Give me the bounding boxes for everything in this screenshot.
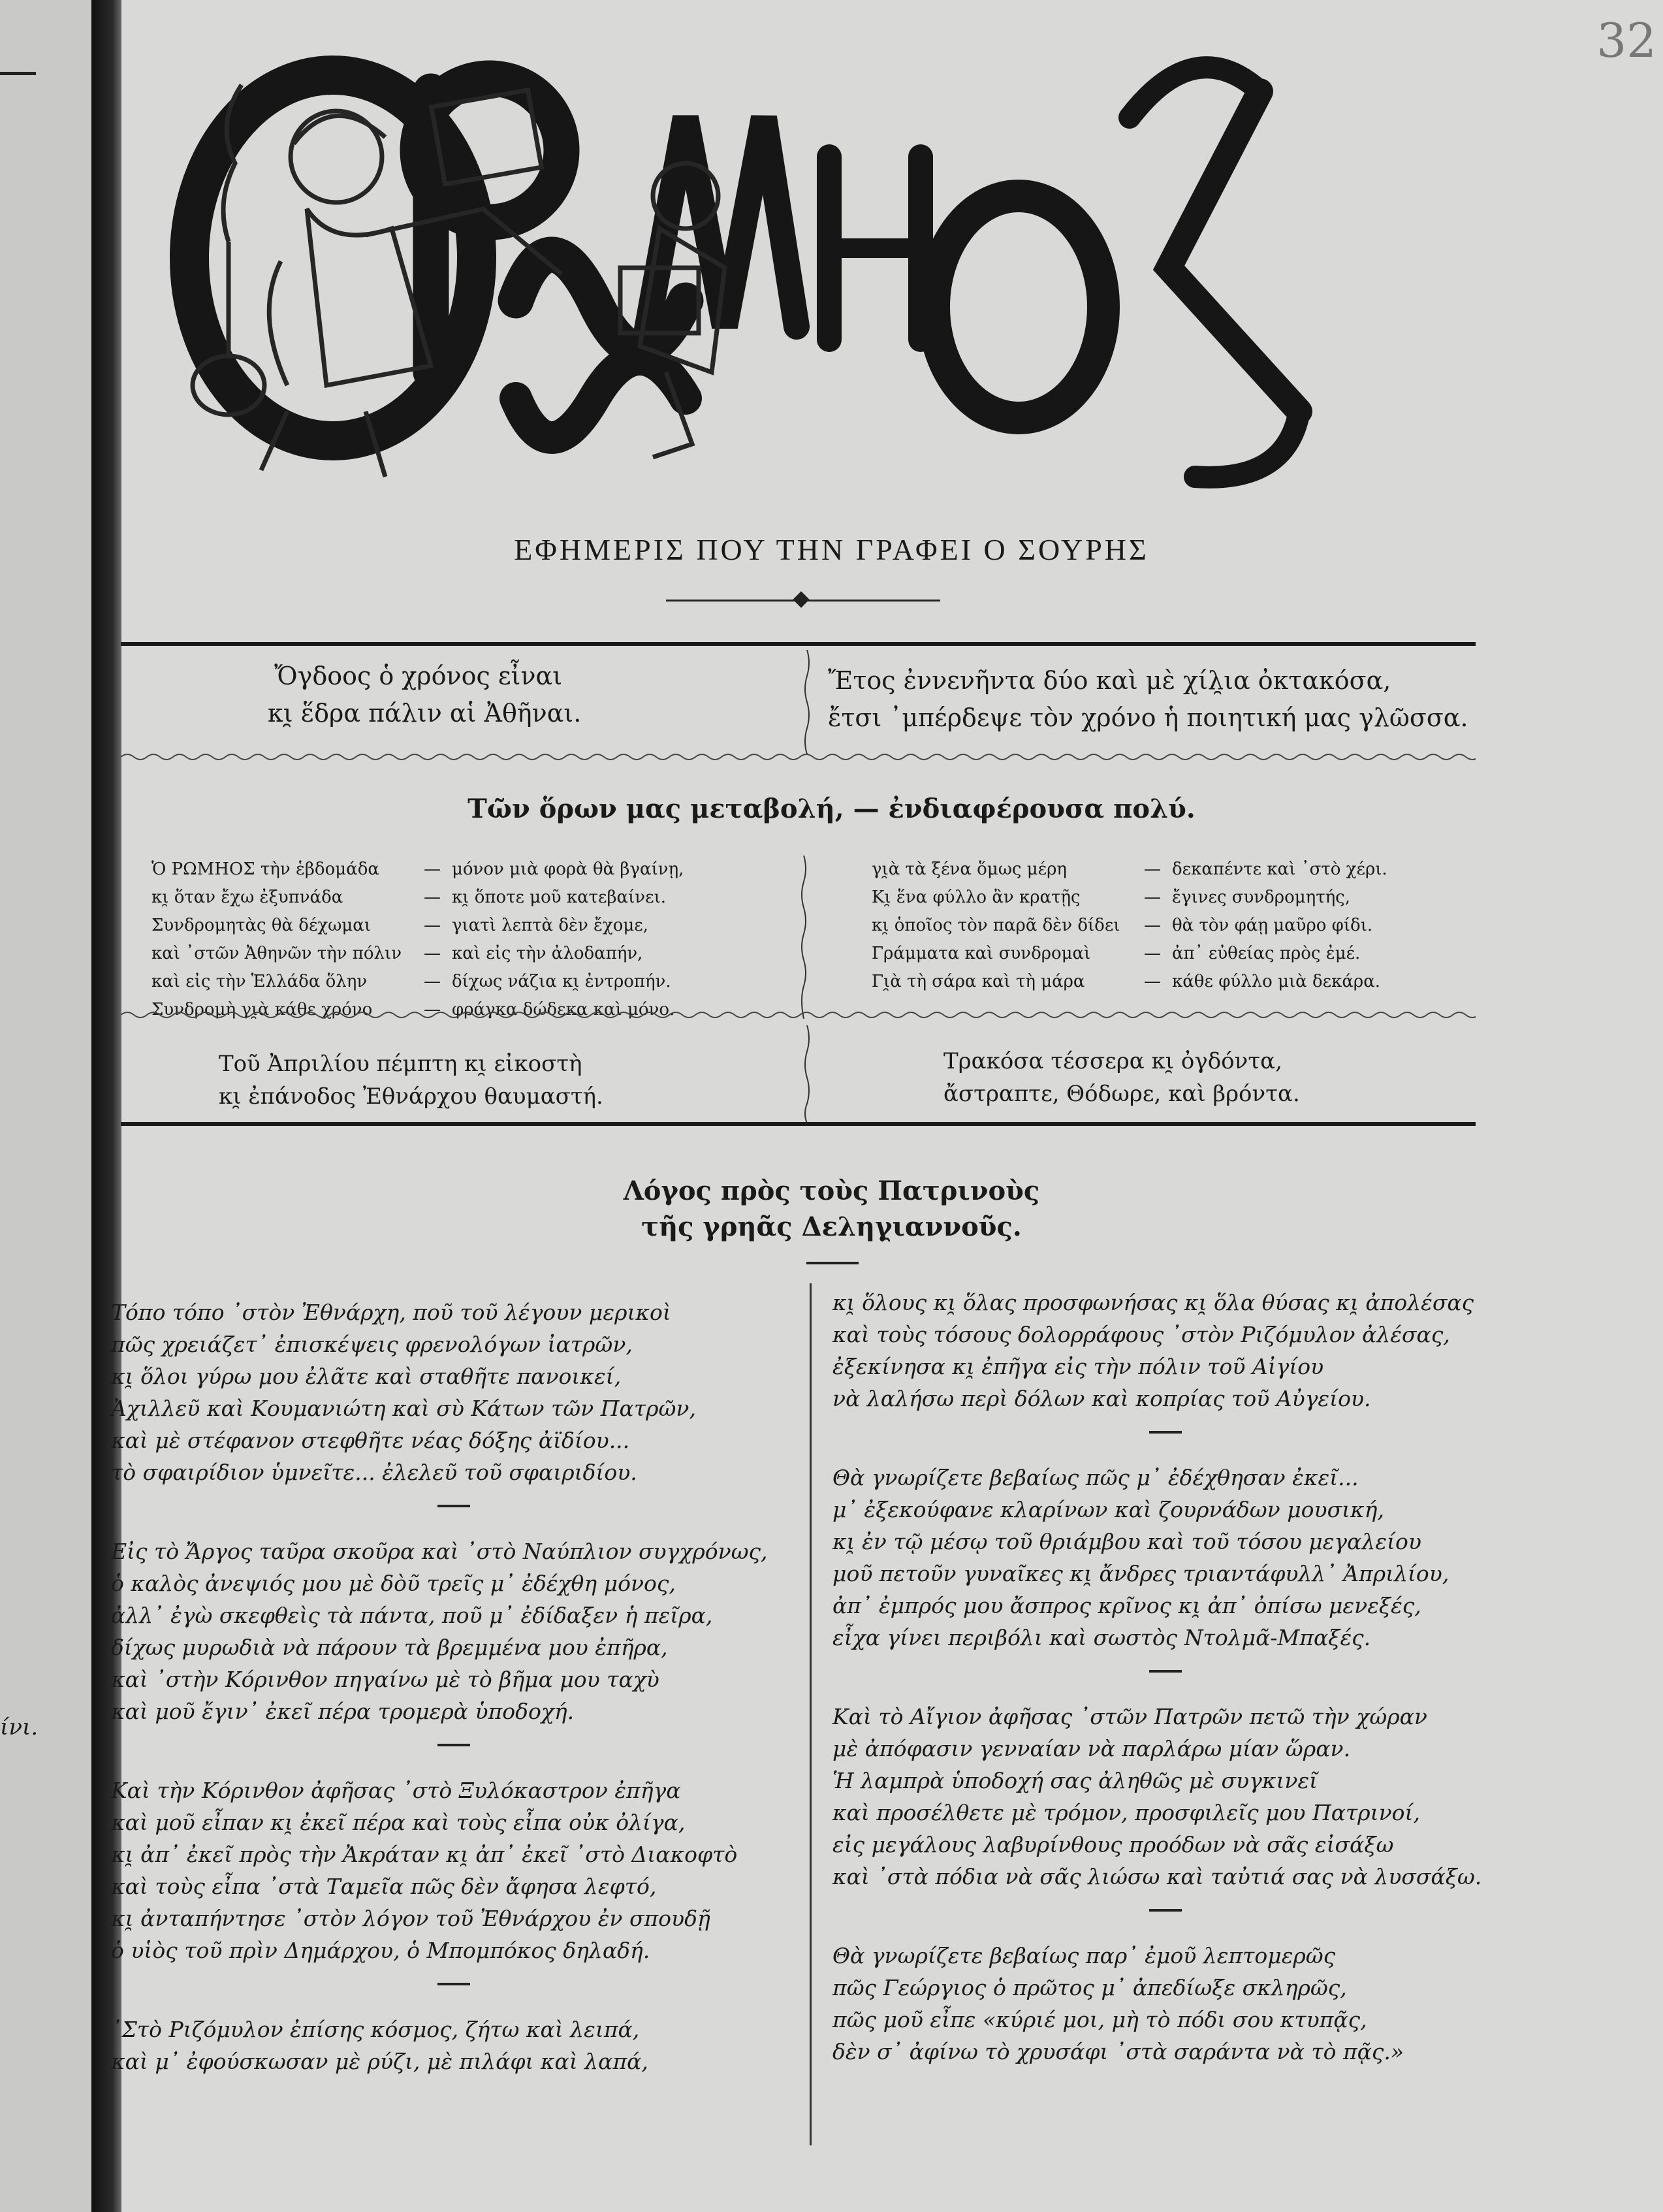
info-top-divider: [803, 650, 811, 754]
terms-left-term: Συνδρομὴ γι̯ὰ κάθε χρόνο: [151, 1000, 373, 1019]
terms-left-term: καὶ εἰς τὴν Ἑλλάδα ὅλην: [151, 972, 368, 991]
adjacent-page-strip: [0, 0, 91, 2212]
terms-left-row: [151, 856, 726, 884]
info-top-right-line-1: Ἔτος ἐννενῆντα δύο καὶ μὲ χίλ̯ια ὀκτακόσα,: [828, 666, 1391, 695]
article-right-line: κι̯ ἐν τῷ μέσῳ τοῦ θριάμβου καὶ τοῦ τόσου μεγαλείου: [832, 1529, 1421, 1554]
terms-right-row: [872, 968, 1446, 996]
article-right-line: νὰ λαλήσω περὶ δόλων καὶ κοπρίας τοῦ Αὐγείου.: [832, 1386, 1371, 1411]
info-bottom-left-line-1: Τοῦ Ἀπριλίου πέμπτη κι̯ εἰκοστὴ: [219, 1051, 582, 1077]
top-rule: [121, 642, 1476, 646]
terms-left-table: [151, 856, 726, 1024]
terms-left-row: [151, 940, 726, 968]
article-right-line: Ἡ λαμπρὰ ὑποδοχή σας ἀληθῶς μὲ συγκινεῖ: [832, 1768, 1318, 1793]
article-right-line: πῶς Γεώργιος ὁ πρῶτος μ᾿ ἀπεδίωξε σκληρῶς,: [832, 1975, 1347, 2000]
article-left-stanza-rule: [437, 1505, 470, 1507]
article-left-line: πῶς χρειάζετ᾿ ἐπισκέψεις φρενολόγων ἰατρῶν,: [111, 1332, 633, 1357]
article-left-line: Καὶ τὴν Κόρινθον ἀφῆσας ᾿στὸ Ξυλόκαστρον ἐπῆγα: [111, 1778, 681, 1803]
article-right-line: ἐξεκίνησα κι̯ ἐπῆγα εἰς τὴν πόλιν τοῦ Αἰγίου: [832, 1354, 1324, 1379]
article-left-stanza-rule: [437, 1983, 470, 1985]
article-right-line: μ᾿ ἐξεκούφανε κλαρίνων καὶ ζουρνάδων μουσική,: [832, 1497, 1384, 1522]
terms-left-term: κι̯ ὅταν ἔχω ἐξυπνάδα: [151, 888, 343, 907]
terms-right-term: Κι̯ ἕνα φύλλο ἂν κρατῇς: [872, 888, 1081, 907]
subtitle: ΕΦΗΜΕΡΙΣ ΠΟΥ ΤΗΝ ΓΡΑΦΕΙ Ο ΣΟΥΡΗΣ: [514, 533, 1149, 566]
article-left-line: καὶ μοῦ ἔγιν᾿ ἐκεῖ πέρα τρομερὰ ὑποδοχή.: [111, 1699, 575, 1724]
wavy-rule-1: [121, 751, 1476, 763]
terms-left-dash: —: [424, 1000, 441, 1019]
article-left-stanza-rule: [437, 1744, 470, 1746]
article-right-line: καὶ ᾿στὰ πόδια νὰ σᾶς λιώσω καὶ ταὐτιά σας νὰ λυσσάξω.: [832, 1864, 1482, 1889]
info-bottom-divider: [803, 1025, 811, 1123]
masthead-logo: [150, 20, 1482, 490]
terms-right-condition: δεκαπέντε καὶ ᾿στὸ χέρι.: [1172, 859, 1387, 879]
info-bottom-left-line-2: κι̯ ἐπάνοδος Ἐθνάρχου θαυμαστή.: [219, 1083, 603, 1110]
article-right-stanza-rule: [1149, 1431, 1182, 1434]
terms-left-row: [151, 884, 726, 912]
info-top-left-line-2: κι̯ ἕδρα πάλιν αἱ Ἀθῆναι.: [268, 699, 582, 728]
terms-right-condition: ἔγινες συνδρομητής,: [1172, 888, 1350, 907]
terms-heading: Τῶν ὅρων μας μεταβολή, — ἐνδιαφέρουσα πολύ.: [467, 793, 1196, 824]
article-right-line: κι̯ ὅλους κι̯ ὅλας προσφωνήσας κι̯ ὅλα θύσας κι̯ ἀπολέσας: [832, 1290, 1474, 1315]
terms-left-dash: —: [424, 916, 441, 935]
article-right-stanza-rule: [1149, 1670, 1182, 1673]
article-left-line: κι̯ ὅλοι γύρω μου ἐλᾶτε καὶ σταθῆτε πανοικεί,: [111, 1364, 622, 1389]
article-right-line: ἀπ᾿ ἐμπρός μου ἄσπρος κρῖνος κι̯ ἀπ᾿ ὀπίσω μενεξές,: [832, 1593, 1421, 1618]
info-bottom-right-line-2: ἄστραπτε, Θόδωρε, καὶ βρόντα.: [943, 1081, 1300, 1107]
article-left-line: Τόπο τόπο ᾿στὸν Ἐθνάρχη, ποῦ τοῦ λέγουν μερικοὶ: [111, 1300, 671, 1325]
terms-right-dash: —: [1144, 944, 1161, 963]
info-top-left-line-1: Ὄγδοος ὁ χρόνος εἶναι: [274, 662, 563, 690]
adjacent-page-rule: [0, 72, 36, 75]
terms-right-row: [872, 884, 1446, 912]
article-right-line: πῶς μοῦ εἶπε «κύριέ μοι, μὴ τὸ πόδι σου κτυπᾷς,: [832, 2007, 1367, 2032]
terms-right-term: Γι̯ὰ τὴ σάρα καὶ τὴ μάρα: [872, 972, 1085, 991]
terms-right-row: [872, 912, 1446, 940]
article-title-rule: [806, 1262, 859, 1264]
article-right-line: δὲν σ᾿ ἀφίνω τὸ χρυσάφι ᾿στὰ σαράντα νὰ τὸ πᾷς.»: [832, 2039, 1404, 2064]
article-right-line: καὶ τοὺς τόσους δολορράφους ᾿στὸν Ριζόμυλον ἀλέσας,: [832, 1322, 1450, 1347]
column-divider: [810, 1283, 812, 2145]
article-left-line: καὶ μοῦ εἶπαν κι̯ ἐκεῖ πέρα καὶ τοὺς εἶπα οὐκ ὀλίγα,: [111, 1810, 686, 1835]
terms-right-term: γι̯ὰ τὰ ξένα ὅμως μέρη: [872, 859, 1067, 879]
page-number: 32: [1596, 13, 1656, 68]
terms-right-row: [872, 856, 1446, 884]
terms-left-condition: κι̯ ὅποτε μοῦ κατεβαίνει.: [452, 888, 667, 907]
article-left-line: ἀλλ᾿ ἐγὼ σκεφθεὶς τὰ πάντα, ποῦ μ᾿ ἐδίδαξεν ἡ πεῖρα,: [111, 1603, 713, 1628]
terms-right-term: κι̯ ὁποῖος τὸν παρᾶ δὲν δίδει: [872, 916, 1120, 935]
article-right-line: μοῦ πετοῦν γυναῖκες κι̯ ἄνδρες τριαντάφυλλ᾿ Ἀπριλίου,: [832, 1561, 1449, 1586]
article-left-line: δίχως μυρωδιὰ νὰ πάρουν τὰ βρεμμένα μου ἐπῆρα,: [111, 1635, 668, 1660]
terms-right-term: Γράμματα καὶ συνδρομαὶ: [872, 944, 1091, 963]
terms-left-condition: φράγκα δώδεκα καὶ μόνο.: [452, 1000, 675, 1019]
terms-right-condition: κάθε φύλλο μιὰ δεκάρα.: [1172, 972, 1381, 991]
article-left-line: καὶ μ᾿ ἐφούσκωσαν μὲ ρύζι, μὲ πιλάφι καὶ λαπά,: [111, 2049, 648, 2074]
terms-left-dash: —: [424, 944, 441, 963]
article-right-line: Θὰ γνωρίζετε βεβαίως παρ᾿ ἐμοῦ λεπτομερῶς: [832, 1943, 1336, 1968]
terms-left-term: καὶ ᾿στῶν Ἀθηνῶν τὴν πόλιν: [151, 944, 402, 963]
terms-right-condition: θὰ τὸν φάῃ μαῦρο φίδι.: [1172, 916, 1373, 935]
masthead: [150, 20, 1482, 490]
article-left-line: κι̯ ἀπ᾿ ἐκεῖ πρὸς τὴν Ἀκράταν κι̯ ἀπ᾿ ἐκεῖ ᾿στὸ Διακοφτὸ: [111, 1842, 738, 1867]
article-right-line: Θὰ γνωρίζετε βεβαίως πῶς μ᾿ ἐδέχθησαν ἐκεῖ...: [832, 1465, 1359, 1490]
article-left-line: κι̯ ἀνταπήντησε ᾿στὸν λόγον τοῦ Ἐθνάρχου ἐν σπουδῇ: [111, 1906, 710, 1931]
article-title-line-1: Λόγος πρὸς τοὺς Πατρινοὺς: [623, 1176, 1040, 1206]
info-top-right-line-2: ἔτσι ᾿μπέρδεψε τὸν χρόνο ἡ ποιητική μας γλῶσσα.: [828, 703, 1468, 732]
terms-left-dash: —: [424, 859, 441, 879]
terms-right-dash: —: [1144, 859, 1161, 879]
terms-left-condition: δίχως νάζια κι̯ ἐντροπήν.: [452, 972, 671, 991]
article-left-line: τὸ σφαιρίδιον ὑμνεῖτε... ἐλελεῦ τοῦ σφαιριδίου.: [111, 1460, 637, 1485]
terms-left-row: [151, 968, 726, 996]
article-left-line: καὶ ᾿στὴν Κόρινθον πηγαίνω μὲ τὸ βῆμα μου ταχὺ: [111, 1667, 659, 1692]
terms-left-term: Συνδρομητὰς θὰ δέχωμαι: [151, 916, 372, 935]
article-left-line: Εἰς τὸ Ἄργος ταῦρα σκοῦρα καὶ ᾿στὸ Ναύπλιον συγχρόνως,: [111, 1539, 768, 1564]
terms-left-row: [151, 912, 726, 940]
article-left-line: Ἀχιλλεῦ καὶ Κουμανιώτη καὶ σὺ Κάτων τῶν Πατρῶν,: [111, 1396, 696, 1421]
article-right-line: μὲ ἀπόφασιν γενναίαν νὰ παρλάρω μίαν ὥραν.: [832, 1736, 1351, 1761]
terms-right-dash: —: [1144, 888, 1161, 907]
terms-left-dash: —: [424, 972, 441, 991]
article-left-line: καὶ τοὺς εἶπα ᾿στὰ Ταμεῖα πῶς δὲν ἄφησα λεφτό,: [111, 1874, 657, 1899]
article-left-line: ὁ υἱὸς τοῦ πρὶν Δημάρχου, ὁ Μπομπόκος δηλαδή.: [111, 1938, 650, 1963]
terms-left-condition: καὶ εἰς τὴν ἀλοδαπήν,: [452, 944, 643, 963]
terms-right-dash: —: [1144, 972, 1161, 991]
article-left-line: ὁ καλὸς ἀνεψιός μου μὲ δὸῦ τρεῖς μ᾿ ἐδέχθη μόνος,: [111, 1571, 676, 1596]
article-left-line: καὶ μὲ στέφανον στεφθῆτε νέας δόξης ἀϊδίου...: [111, 1428, 630, 1453]
article-right-line: εἰς μεγάλους λαβυρίνθους προόδων νὰ σᾶς εἰσάξω: [832, 1832, 1394, 1857]
terms-divider: [800, 856, 808, 1019]
terms-left-term: Ὁ ΡΩΜΗΟΣ τὴν ἑβδομάδα: [151, 859, 379, 879]
article-left-line: ᾿Στὸ Ριζόμυλον ἐπίσης κόσμος, ζήτω καὶ λειπά,: [111, 2017, 640, 2042]
ornament-diamond: [793, 591, 809, 607]
article-right-line: καὶ προσέλθετε μὲ τρόμον, προσφιλεῖς μου Πατρινοί,: [832, 1800, 1420, 1825]
terms-right-table: [872, 856, 1446, 996]
wavy-rule-2: [121, 1009, 1476, 1021]
terms-right-row: [872, 940, 1446, 968]
article-right-line: εἶχα γίνει περιβόλι καὶ σωστὸς Ντολμᾶ-Μπαξές.: [832, 1625, 1371, 1650]
bottom-rule: [121, 1122, 1476, 1126]
terms-left-condition: μόνον μιὰ φορὰ θὰ βγαίνῃ,: [452, 859, 684, 879]
article-title-line-2: τῆς γρηᾶς Δεληγ̯ιαννοῦς.: [641, 1211, 1022, 1242]
article-right-stanza-rule: [1149, 1909, 1182, 1912]
terms-left-dash: —: [424, 888, 441, 907]
terms-right-dash: —: [1144, 916, 1161, 935]
adjacent-page-word: ίνι.: [0, 1714, 39, 1740]
terms-right-condition: ἀπ᾿ εὐθείας πρὸς ἐμέ.: [1172, 944, 1361, 963]
article-right-line: Καὶ τὸ Αἴγιον ἀφῆσας ᾿στῶν Πατρῶν πετῶ τὴν χώραν: [832, 1704, 1427, 1729]
terms-left-condition: γιατὶ λεπτὰ δὲν ἔχομε,: [452, 916, 649, 935]
info-bottom-right-line-1: Τρακόσα τέσσερα κι̯ ὀγδόντα,: [943, 1048, 1282, 1074]
